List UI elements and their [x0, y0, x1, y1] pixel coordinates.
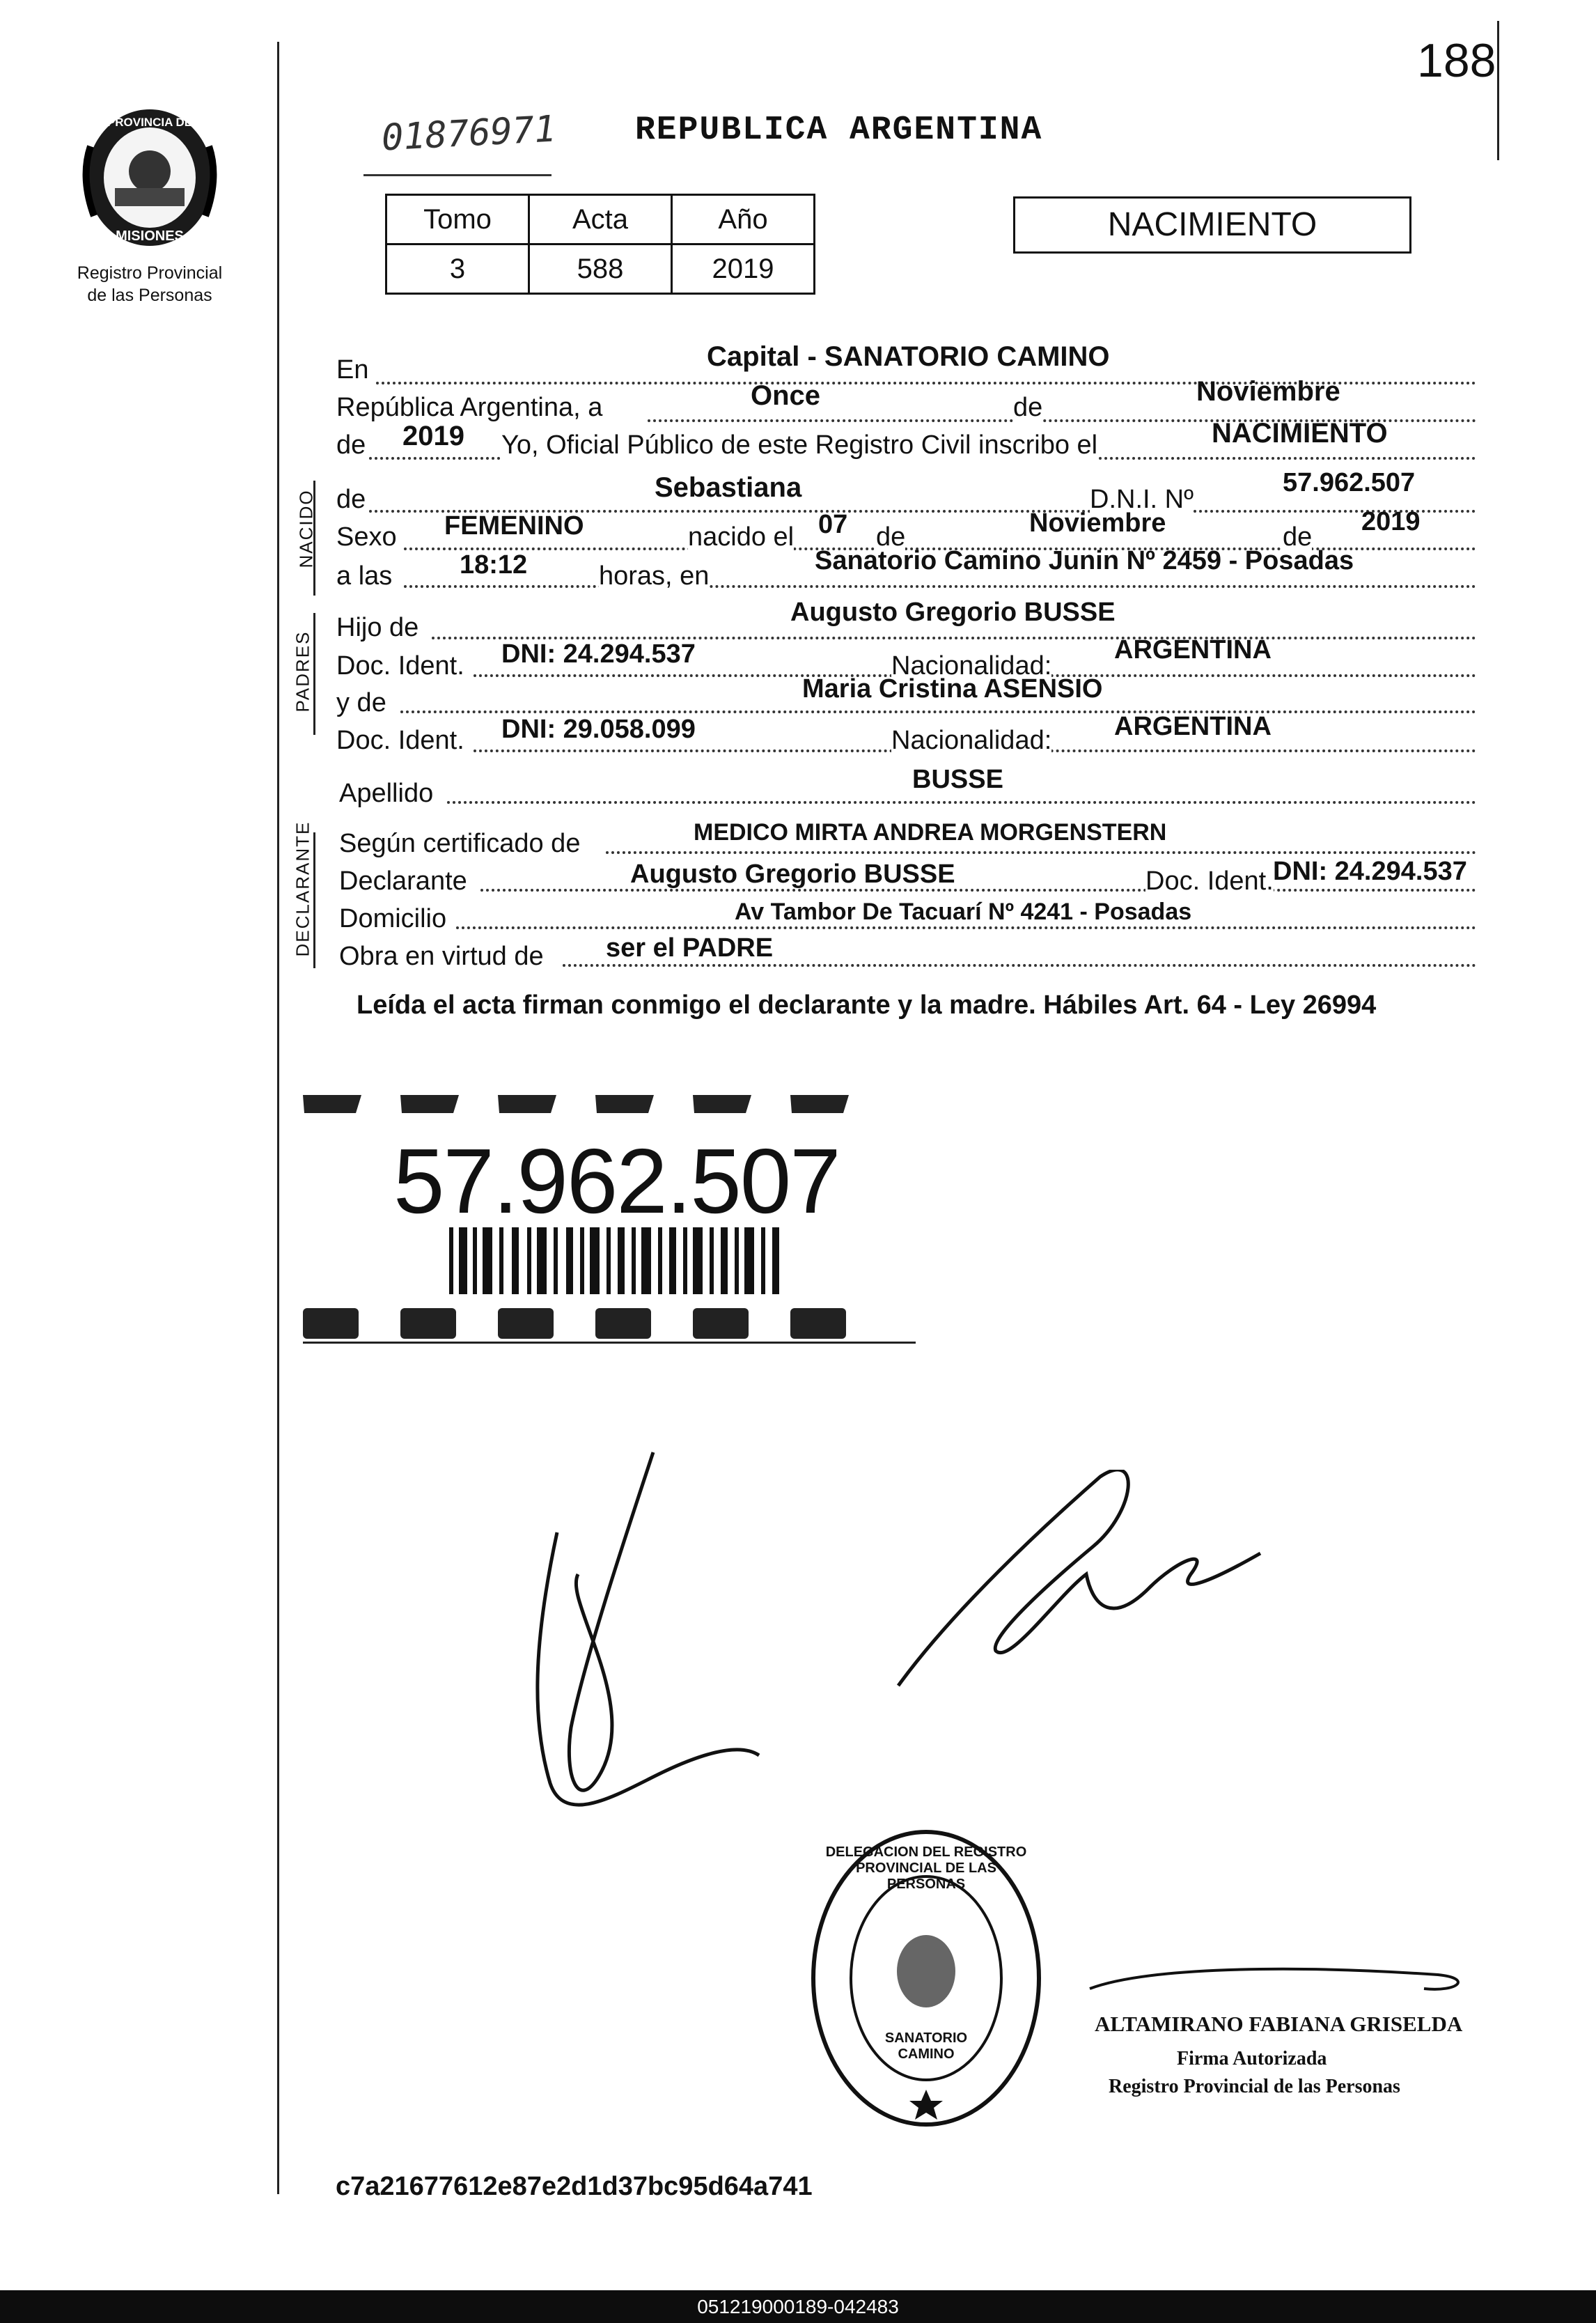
label-en: En: [336, 355, 369, 384]
registry-seal: [808, 1825, 1045, 2131]
footer-code: 051219000189-042483: [0, 2290, 1596, 2323]
label-de-year: de: [336, 430, 366, 460]
dots: [563, 964, 1476, 967]
label-segun: Según certificado de: [339, 829, 581, 858]
label-hijo-de: Hijo de: [336, 613, 419, 642]
value-dia: 07: [818, 510, 848, 539]
value-madre: Maria Cristina ASENSIO: [802, 674, 1103, 704]
label-yo: Yo, Oficial Público de este Registro Civil inscribo el: [501, 430, 1098, 460]
value-tipo: NACIMIENTO: [1212, 418, 1388, 449]
label-republica: República Argentina, a: [336, 393, 603, 422]
value-certificado: MEDICO MIRTA ANDREA MORGENSTERN: [694, 819, 1167, 846]
label-domicilio: Domicilio: [339, 904, 447, 933]
label-doc-ident: Doc. Ident.: [336, 651, 464, 681]
table-header: Tomo: [386, 195, 529, 244]
label-obra: Obra en virtud de: [339, 942, 544, 971]
label-apellido: Apellido: [339, 779, 434, 808]
signer-role: Firma Autorizada: [1177, 2048, 1327, 2069]
table-header: Acta: [529, 195, 672, 244]
table-cell: 588: [529, 244, 672, 294]
value-domicilio: Av Tambor De Tacuarí Nº 4241 - Posadas: [735, 899, 1192, 925]
value-dia-letras: Once: [751, 380, 821, 411]
label-nacionalidad: Nacionalidad:: [891, 651, 1052, 681]
label-de3: de: [1283, 522, 1313, 552]
value-lugar: Capital - SANATORIO CAMINO: [707, 341, 1110, 372]
value-sexo: FEMENINO: [444, 511, 584, 541]
header-title: REPUBLICA ARGENTINA: [635, 111, 1043, 149]
dni-sticker: [303, 1087, 916, 1351]
section-nacido: NACIDO: [295, 489, 317, 568]
label-a-las: a las: [336, 561, 393, 591]
label-declarante: Declarante: [339, 867, 467, 896]
signature-right: [884, 1470, 1274, 1714]
seal-outer-text: DELEGACION DEL REGISTRO PROVINCIAL DE LAS PERSONAS: [825, 1844, 1027, 1892]
table-header: Año: [672, 195, 815, 244]
record-table: [385, 194, 815, 295]
value-hora: 18:12: [460, 550, 528, 580]
signer-office: Registro Provincial de las Personas: [1109, 2076, 1400, 2097]
value-lugar-nac: Sanatorio Camino Junin Nº 2459 - Posadas: [815, 546, 1354, 575]
label-y-de: y de: [336, 688, 386, 717]
page-number: 188: [1417, 34, 1496, 87]
label-horas-en: horas, en: [599, 561, 710, 591]
logo-text-bottom: MISIONES: [116, 228, 184, 244]
signer-flourish: [1076, 1961, 1480, 2003]
value-declarante-doc: DNI: 24.294.537: [1273, 857, 1467, 886]
label-de: de: [1013, 393, 1043, 422]
sticker-dni-number: 57.962.507: [393, 1130, 840, 1232]
value-padre-nac: ARGENTINA: [1114, 635, 1272, 665]
document-hash: c7a21677612e87e2d1d37bc95d64a741: [336, 2172, 813, 2201]
value-obra: ser el PADRE: [606, 933, 774, 963]
serial-underline: [363, 174, 551, 176]
misiones-logo: [77, 104, 223, 254]
value-anio: 2019: [402, 421, 464, 451]
dots: [456, 926, 1476, 929]
label-doc-ident-decl: Doc. Ident.: [1145, 867, 1274, 896]
dots: [606, 851, 1476, 854]
label-de-nombre: de: [336, 485, 366, 514]
value-mes: Noviembre: [1196, 376, 1340, 407]
value-declarante: Augusto Gregorio BUSSE: [630, 860, 955, 889]
registry-line1: Registro Provincial: [77, 263, 223, 283]
value-padre: Augusto Gregorio BUSSE: [790, 598, 1116, 627]
seal-inner-text: SANATORIO CAMINO: [884, 2030, 968, 2062]
logo-text-top: PROVINCIA DE: [107, 116, 193, 129]
label-dni: D.N.I. Nº: [1090, 485, 1194, 514]
record-type-box: NACIMIENTO: [1013, 196, 1411, 254]
label-nacionalidad-madre: Nacionalidad:: [891, 726, 1052, 755]
label-de2: de: [876, 522, 906, 552]
label-nacido-el: nacido el: [688, 522, 795, 552]
section-declarante: DECLARANTE: [292, 821, 313, 957]
label-doc-ident-madre: Doc. Ident.: [336, 726, 464, 755]
closing-text: Leída el acta firman conmigo el declarante y la madre. Hábiles Art. 64 - Ley 26994: [357, 990, 1377, 1020]
dots: [404, 585, 1476, 588]
value-apellido: BUSSE: [912, 765, 1003, 794]
signature-left: [529, 1449, 780, 1832]
value-anio-nac: 2019: [1361, 507, 1421, 536]
right-edge-line: [1497, 21, 1499, 160]
value-padre-doc: DNI: 24.294.537: [501, 639, 696, 669]
section-padres: PADRES: [292, 630, 313, 713]
left-margin-line: [277, 42, 279, 2194]
serial-number: 01876971: [380, 108, 557, 160]
dots: [447, 801, 1476, 804]
value-madre-nac: ARGENTINA: [1114, 712, 1272, 741]
dots: [400, 710, 1476, 713]
table-cell: 3: [386, 244, 529, 294]
value-dni: 57.962.507: [1283, 468, 1416, 497]
registry-line2: de las Personas: [87, 286, 212, 305]
signer-name: ALTAMIRANO FABIANA GRISELDA: [1095, 2012, 1463, 2036]
value-nombre: Sebastiana: [655, 472, 802, 503]
value-mes-nac: Noviembre: [1029, 508, 1166, 538]
value-madre-doc: DNI: 29.058.099: [501, 715, 696, 744]
label-sexo: Sexo: [336, 522, 397, 552]
table-cell: 2019: [672, 244, 815, 294]
